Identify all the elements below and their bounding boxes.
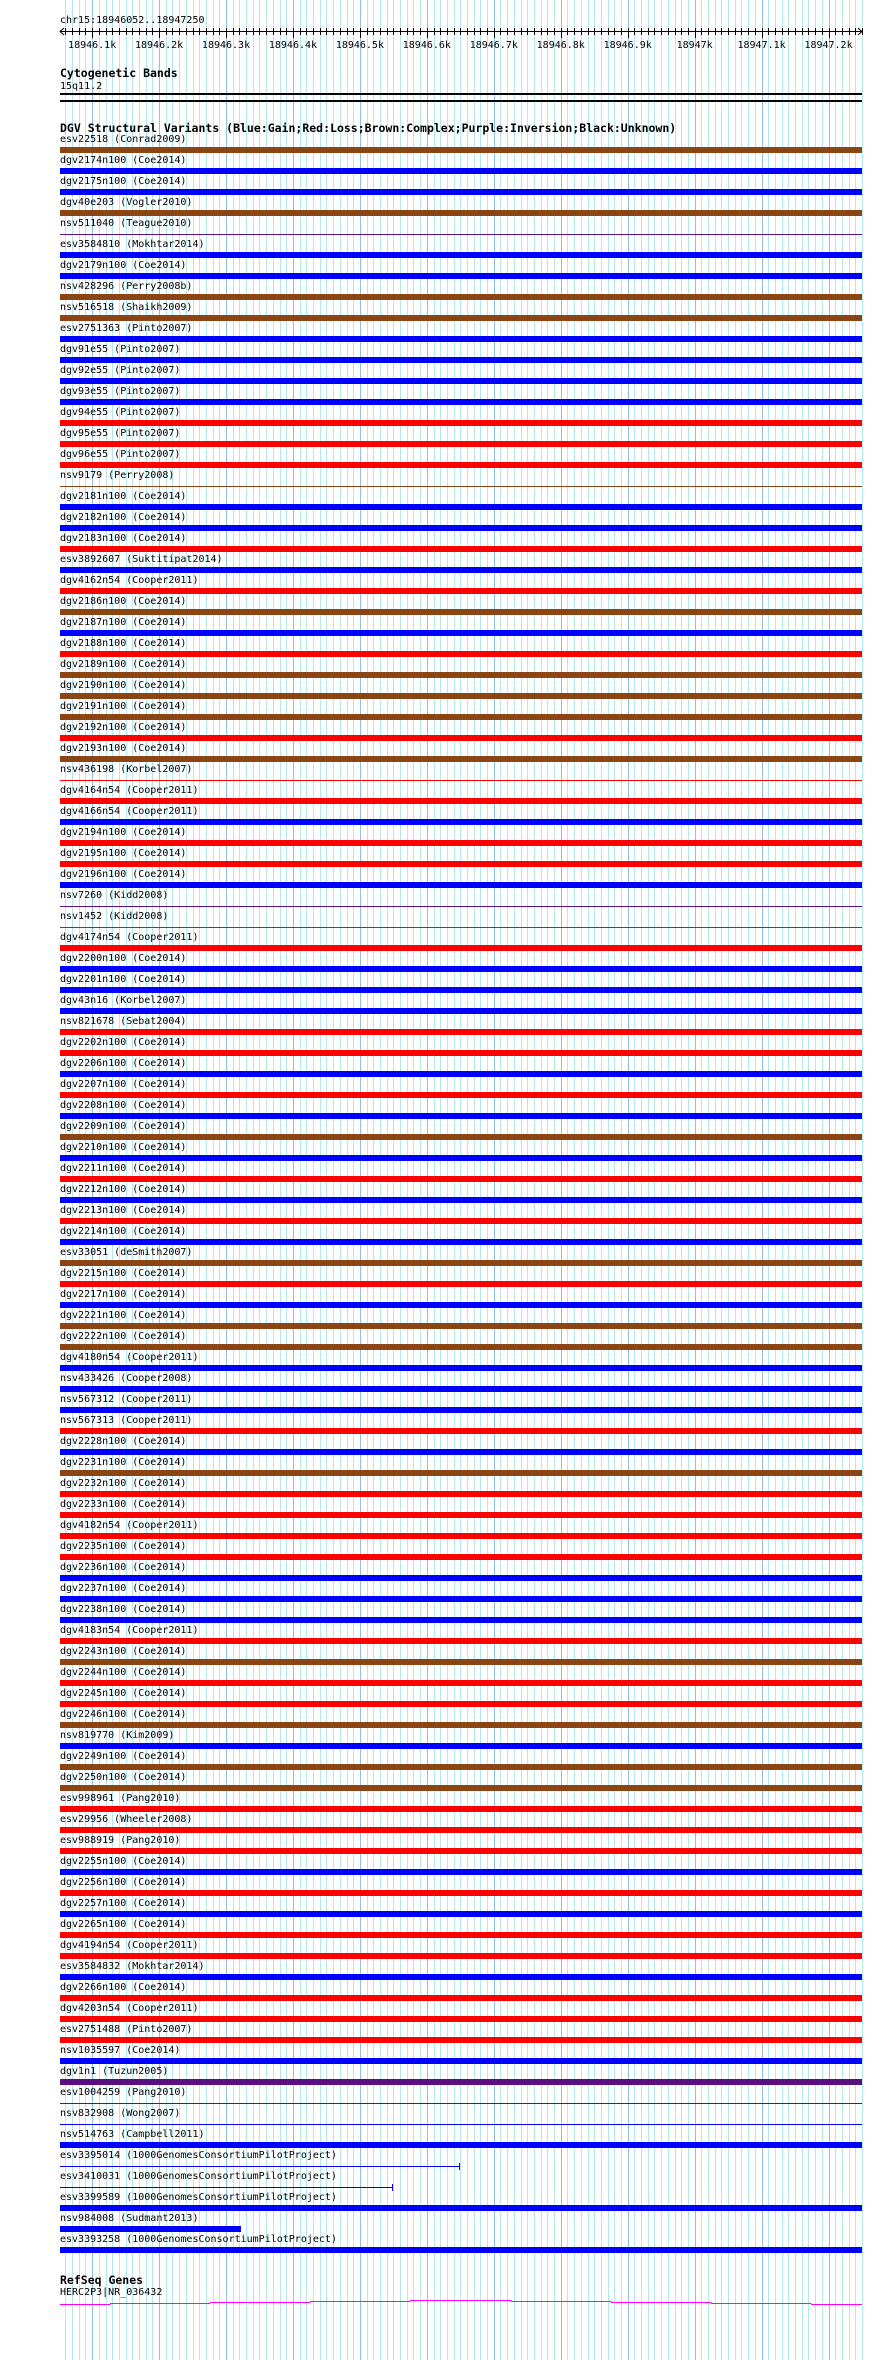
variant-bar-blue[interactable] <box>60 378 862 384</box>
cytoband-bar-top <box>60 93 862 95</box>
variant-bar-blue[interactable] <box>60 1239 862 1245</box>
variant-bar-purple[interactable] <box>60 2079 862 2085</box>
variant-label[interactable]: dgv2221n100 (Coe2014) <box>60 1310 187 1321</box>
ruler-tick-label: 18946.8k <box>536 40 585 51</box>
variant-label[interactable]: nsv7260 (Kidd2008) <box>60 890 169 901</box>
variant-label[interactable]: dgv96e55 (Pinto2007) <box>60 449 181 460</box>
variant-bar-red[interactable] <box>60 1218 862 1224</box>
ruler-tick-label: 18947.2k <box>804 40 853 51</box>
variant-bar-red[interactable] <box>60 2037 862 2043</box>
variant-label[interactable]: nsv516518 (Shaikh2009) <box>60 302 193 313</box>
variant-label[interactable]: dgv40e203 (Vogler2010) <box>60 197 193 208</box>
variant-bar-brown[interactable] <box>60 1323 862 1329</box>
variant-bar-brown[interactable] <box>60 1260 862 1266</box>
variant-label[interactable]: dgv2238n100 (Coe2014) <box>60 1604 187 1615</box>
variant-bar-red[interactable] <box>60 735 862 741</box>
variant-bar-blue[interactable] <box>60 819 862 825</box>
variant-bar-blue[interactable] <box>60 2247 862 2253</box>
cytoband-track-title: Cytogenetic Bands <box>60 66 178 80</box>
refseq-gene-model[interactable] <box>0 2295 890 2309</box>
variant-label[interactable]: dgv4183n54 (Cooper2011) <box>60 1625 199 1636</box>
variant-bar-blue[interactable] <box>60 2142 862 2148</box>
variant-bar-blue[interactable] <box>60 1113 862 1119</box>
variant-bar-blue[interactable] <box>60 1071 862 1077</box>
variant-bar-red[interactable] <box>60 1491 862 1497</box>
variant-label[interactable]: dgv2210n100 (Coe2014) <box>60 1142 187 1153</box>
variant-bar-blue[interactable] <box>60 966 862 972</box>
variant-bar-blue[interactable] <box>60 1197 862 1203</box>
variant-label[interactable]: dgv2266n100 (Coe2014) <box>60 1982 187 1993</box>
variant-bar-blue[interactable] <box>60 1155 862 1161</box>
variant-label[interactable]: nsv1035597 (Coe2014) <box>60 2045 181 2056</box>
variant-label[interactable]: dgv2196n100 (Coe2014) <box>60 869 187 880</box>
variant-bar-blue[interactable] <box>60 1596 862 1602</box>
variant-bar-red[interactable] <box>60 1281 862 1287</box>
variant-bar-blue[interactable] <box>60 2166 460 2167</box>
variant-bar-red[interactable] <box>60 1092 862 1098</box>
variant-label[interactable]: dgv2201n100 (Coe2014) <box>60 974 187 985</box>
variant-label[interactable]: dgv2233n100 (Coe2014) <box>60 1499 187 1510</box>
variant-label[interactable]: dgv2222n100 (Coe2014) <box>60 1331 187 1342</box>
variant-bar-brown[interactable] <box>60 1134 862 1140</box>
variant-bar-brown[interactable] <box>60 1764 862 1770</box>
variant-label[interactable]: nsv514763 (Campbell2011) <box>60 2129 205 2140</box>
variant-label[interactable]: dgv2244n100 (Coe2014) <box>60 1667 187 1678</box>
variant-label[interactable]: dgv4194n54 (Cooper2011) <box>60 1940 199 1951</box>
variant-label[interactable]: esv3584810 (Mokhtar2014) <box>60 239 205 250</box>
variant-bar-blue[interactable] <box>60 2226 241 2232</box>
variant-label[interactable]: esv3399589 (1000GenomesConsortiumPilotProject) <box>60 2192 337 2203</box>
variant-label[interactable]: dgv2256n100 (Coe2014) <box>60 1877 187 1888</box>
variant-label[interactable]: dgv2183n100 (Coe2014) <box>60 533 187 544</box>
variant-label[interactable]: nsv832908 (Wong2007) <box>60 2108 181 2119</box>
variant-label[interactable]: dgv2195n100 (Coe2014) <box>60 848 187 859</box>
variant-bar-brown[interactable] <box>60 1470 862 1476</box>
variant-bar-red[interactable] <box>60 441 862 447</box>
variant-bar-brown[interactable] <box>60 294 862 300</box>
variant-bar-red[interactable] <box>60 588 862 594</box>
variant-bar-red[interactable] <box>60 651 862 657</box>
refseq-track-title: RefSeq Genes <box>60 2273 144 2287</box>
variant-label[interactable]: dgv2231n100 (Coe2014) <box>60 1457 187 1468</box>
variant-label[interactable]: dgv2214n100 (Coe2014) <box>60 1226 187 1237</box>
variant-label[interactable]: dgv2202n100 (Coe2014) <box>60 1037 187 1048</box>
variant-label[interactable]: esv3410031 (1000GenomesConsortiumPilotProject) <box>60 2171 337 2182</box>
variant-label[interactable]: dgv2188n100 (Coe2014) <box>60 638 187 649</box>
variant-label[interactable]: dgv2207n100 (Coe2014) <box>60 1079 187 1090</box>
variant-label[interactable]: dgv43n16 (Korbel2007) <box>60 995 187 1006</box>
variant-label[interactable]: esv22518 (Conrad2009) <box>60 134 187 145</box>
variant-label[interactable]: dgv2193n100 (Coe2014) <box>60 743 187 754</box>
variant-label[interactable]: dgv2192n100 (Coe2014) <box>60 722 187 733</box>
variant-label[interactable]: dgv2189n100 (Coe2014) <box>60 659 187 670</box>
variant-label[interactable]: dgv4182n54 (Cooper2011) <box>60 1520 199 1531</box>
variant-bar-red[interactable] <box>60 1029 862 1035</box>
variant-bar-red[interactable] <box>60 1638 862 1644</box>
variant-label[interactable]: nsv428296 (Perry2008b) <box>60 281 193 292</box>
variant-label[interactable]: dgv2187n100 (Coe2014) <box>60 617 187 628</box>
variant-label[interactable]: dgv2232n100 (Coe2014) <box>60 1478 187 1489</box>
variant-label[interactable]: dgv2243n100 (Coe2014) <box>60 1646 187 1657</box>
variant-label[interactable]: dgv2209n100 (Coe2014) <box>60 1121 187 1132</box>
variant-label[interactable]: esv2751488 (Pinto2007) <box>60 2024 193 2035</box>
variant-bar-blue[interactable] <box>60 168 862 174</box>
variant-label[interactable]: nsv433426 (Cooper2008) <box>60 1373 193 1384</box>
variant-bar-blue[interactable] <box>60 1407 862 1413</box>
ruler-tick-label: 18946.2k <box>134 40 184 51</box>
variant-label[interactable]: dgv2236n100 (Coe2014) <box>60 1562 187 1573</box>
variant-bar-red[interactable] <box>60 1848 862 1854</box>
variant-label[interactable]: dgv4166n54 (Cooper2011) <box>60 806 199 817</box>
variant-label[interactable]: dgv2265n100 (Coe2014) <box>60 1919 187 1930</box>
ruler[interactable] <box>0 24 890 54</box>
variant-bar-blue[interactable] <box>60 1008 862 1014</box>
variant-bar-red[interactable] <box>60 861 862 867</box>
variant-label[interactable]: dgv95e55 (Pinto2007) <box>60 428 181 439</box>
variant-label[interactable]: esv2751363 (Pinto2007) <box>60 323 193 334</box>
variant-bar-red[interactable] <box>60 1701 862 1707</box>
variant-label[interactable]: dgv93e55 (Pinto2007) <box>60 386 181 397</box>
variant-bar-blue[interactable] <box>60 1302 862 1308</box>
variant-label[interactable]: dgv1n1 (Tuzun2005) <box>60 2066 169 2077</box>
variant-label[interactable]: dgv2245n100 (Coe2014) <box>60 1688 187 1699</box>
variant-bar-brown[interactable] <box>60 315 862 321</box>
variant-label[interactable]: nsv1452 (Kidd2008) <box>60 911 169 922</box>
variant-bar-blue[interactable] <box>60 252 862 258</box>
variant-bar-red[interactable] <box>60 1806 862 1812</box>
variant-bar-red[interactable] <box>60 1680 862 1686</box>
variant-label[interactable]: nsv511040 (Teague2010) <box>60 218 193 229</box>
variant-bar-red[interactable] <box>60 798 862 804</box>
cytoband-bar-bottom <box>60 100 862 102</box>
variant-bar-red[interactable] <box>60 546 862 552</box>
variant-label[interactable]: dgv2255n100 (Coe2014) <box>60 1856 187 1867</box>
variant-label[interactable]: dgv2217n100 (Coe2014) <box>60 1289 187 1300</box>
variant-bar-brown[interactable] <box>60 609 862 615</box>
variant-label[interactable]: dgv2186n100 (Coe2014) <box>60 596 187 607</box>
variant-label[interactable]: esv988919 (Pang2010) <box>60 1835 181 1846</box>
variant-bar-red[interactable] <box>60 1932 862 1938</box>
variant-bar-blue[interactable] <box>60 357 862 363</box>
variant-label[interactable]: dgv2250n100 (Coe2014) <box>60 1772 187 1783</box>
variant-bar-blue[interactable] <box>60 1617 862 1623</box>
variant-bar-brown[interactable] <box>60 210 862 216</box>
variant-bar-brown[interactable] <box>60 1785 862 1791</box>
refseq-gene-label[interactable]: HERC2P3|NR_036432 <box>60 2287 163 2298</box>
variant-label[interactable]: dgv2200n100 (Coe2014) <box>60 953 187 964</box>
variant-bar-red[interactable] <box>60 1953 862 1959</box>
variant-label[interactable]: dgv4174n54 (Cooper2011) <box>60 932 199 943</box>
variant-bar-brown[interactable] <box>60 1659 862 1665</box>
variant-bar-blue[interactable] <box>60 1911 862 1917</box>
variant-label[interactable]: dgv2174n100 (Coe2014) <box>60 155 187 166</box>
variant-label[interactable]: esv33051 (deSmith2007) <box>60 1247 193 1258</box>
variant-bar-purple[interactable] <box>60 2103 862 2104</box>
variant-bar-red[interactable] <box>60 1428 862 1434</box>
variant-label[interactable]: esv998961 (Pang2010) <box>60 1793 181 1804</box>
variant-label[interactable]: esv1004259 (Pang2010) <box>60 2087 187 2098</box>
variant-label[interactable]: nsv436198 (Korbel2007) <box>60 764 193 775</box>
variant-label[interactable]: dgv4164n54 (Cooper2011) <box>60 785 199 796</box>
variant-label[interactable]: dgv2228n100 (Coe2014) <box>60 1436 187 1447</box>
variant-label[interactable]: esv3395014 (1000GenomesConsortiumPilotProject) <box>60 2150 337 2161</box>
ruler-tick-label: 18946.5k <box>335 40 384 51</box>
variant-label[interactable]: dgv94e55 (Pinto2007) <box>60 407 181 418</box>
variant-bar-blue[interactable] <box>60 1575 862 1581</box>
variant-label[interactable]: nsv984008 (Sudmant2013) <box>60 2213 199 2224</box>
variant-bar-red[interactable] <box>60 420 862 426</box>
variant-bar-red[interactable] <box>60 1512 862 1518</box>
variant-label[interactable]: dgv2175n100 (Coe2014) <box>60 176 187 187</box>
variant-label[interactable]: dgv2179n100 (Coe2014) <box>60 260 187 271</box>
variant-bar-brown[interactable] <box>60 756 862 762</box>
region-label: chr15:18946052..18947250 <box>60 15 205 26</box>
variant-label[interactable]: dgv4180n54 (Cooper2011) <box>60 1352 199 1363</box>
variant-label[interactable]: esv3393258 (1000GenomesConsortiumPilotProject) <box>60 2234 337 2245</box>
variant-bar-blue[interactable] <box>60 2124 862 2125</box>
variant-label[interactable]: esv3584832 (Mokhtar2014) <box>60 1961 205 1972</box>
variant-bar-red[interactable] <box>60 1050 862 1056</box>
variant-bar-blue[interactable] <box>60 1869 862 1875</box>
variant-bar-red[interactable] <box>60 1176 862 1182</box>
variant-label[interactable]: esv3892607 (Suktitipat2014) <box>60 554 223 565</box>
variant-bar-brown[interactable] <box>60 693 862 699</box>
variant-bar-purple[interactable] <box>60 906 862 907</box>
variant-bar-blue[interactable] <box>60 1449 862 1455</box>
variant-bar-red[interactable] <box>60 840 862 846</box>
variant-bar-blue[interactable] <box>60 2058 862 2064</box>
cytoband-label[interactable]: 15q11.2 <box>60 81 103 92</box>
variant-bar-brown[interactable] <box>60 486 862 487</box>
variant-bar-red[interactable] <box>60 1827 862 1833</box>
variant-bar-purple[interactable] <box>60 234 862 235</box>
ruler-tick-label: 18946.3k <box>201 40 251 51</box>
ruler-tick-label: 18947.1k <box>737 40 786 51</box>
variant-bar-brown[interactable] <box>60 1344 862 1350</box>
variant-bar-blue[interactable] <box>60 2205 862 2211</box>
variant-label[interactable]: dgv2237n100 (Coe2014) <box>60 1583 187 1594</box>
ruler-tick-label: 18946.4k <box>268 40 318 51</box>
variant-label[interactable]: dgv2212n100 (Coe2014) <box>60 1184 187 1195</box>
variant-bar-blue[interactable] <box>60 504 862 510</box>
variant-label[interactable]: dgv91e55 (Pinto2007) <box>60 344 181 355</box>
variant-bar-blue[interactable] <box>60 882 862 888</box>
variant-label[interactable]: dgv2257n100 (Coe2014) <box>60 1898 187 1909</box>
variant-bar-blue[interactable] <box>60 1365 862 1371</box>
variant-bar-red[interactable] <box>60 2016 862 2022</box>
variant-bar-blue[interactable] <box>60 336 862 342</box>
variant-end-tick <box>459 2163 460 2170</box>
ruler-tick-label: 18946.6k <box>402 40 451 51</box>
variant-label[interactable]: dgv2208n100 (Coe2014) <box>60 1100 187 1111</box>
variant-bar-brown[interactable] <box>60 1722 862 1728</box>
variant-label[interactable]: dgv2194n100 (Coe2014) <box>60 827 187 838</box>
variant-label[interactable]: nsv567312 (Cooper2011) <box>60 1394 193 1405</box>
variant-bar-blue[interactable] <box>60 987 862 993</box>
variant-label[interactable]: dgv2249n100 (Coe2014) <box>60 1751 187 1762</box>
variant-label[interactable]: dgv2211n100 (Coe2014) <box>60 1163 187 1174</box>
variant-label[interactable]: nsv567313 (Cooper2011) <box>60 1415 193 1426</box>
ruler-tick-label: 18947k <box>676 40 713 51</box>
variant-label[interactable]: dgv2246n100 (Coe2014) <box>60 1709 187 1720</box>
variant-bar-red[interactable] <box>60 927 862 928</box>
ruler-tick-label: 18946.7k <box>469 40 518 51</box>
variant-label[interactable]: dgv4162n54 (Cooper2011) <box>60 575 199 586</box>
variant-bar-red[interactable] <box>60 1554 862 1560</box>
variant-label[interactable]: dgv4203n54 (Cooper2011) <box>60 2003 199 2014</box>
variant-label[interactable]: esv29956 (Wheeler2008) <box>60 1814 193 1825</box>
variant-bar-red[interactable] <box>60 462 862 468</box>
variant-bar-blue[interactable] <box>60 525 862 531</box>
variant-label[interactable]: dgv2235n100 (Coe2014) <box>60 1541 187 1552</box>
variant-bar-brown[interactable] <box>60 714 862 720</box>
ruler-tick-label: 18946.9k <box>603 40 652 51</box>
variant-label[interactable]: dgv2191n100 (Coe2014) <box>60 701 187 712</box>
variant-bar-blue[interactable] <box>60 1974 862 1980</box>
ruler-tick-label: 18946.1k <box>68 40 117 51</box>
variant-bar-red[interactable] <box>60 1533 862 1539</box>
variant-label[interactable]: dgv2181n100 (Coe2014) <box>60 491 187 502</box>
dgv-track-title: DGV Structural Variants (Blue:Gain;Red:Loss;Brown:Complex;Purple:Inversion;Black:Unknown) <box>60 121 677 135</box>
variant-bar-red[interactable] <box>60 1995 862 2001</box>
variant-bar-blue[interactable] <box>60 630 862 636</box>
variant-bar-brown[interactable] <box>60 147 862 153</box>
variant-bar-blue[interactable] <box>60 189 862 195</box>
variant-end-tick <box>392 2184 393 2191</box>
variant-bar-blue[interactable] <box>60 1386 862 1392</box>
variant-label[interactable]: dgv92e55 (Pinto2007) <box>60 365 181 376</box>
variant-label[interactable]: dgv2213n100 (Coe2014) <box>60 1205 187 1216</box>
variant-label[interactable]: dgv2206n100 (Coe2014) <box>60 1058 187 1069</box>
variant-label[interactable]: dgv2190n100 (Coe2014) <box>60 680 187 691</box>
variant-bar-blue[interactable] <box>60 1743 862 1749</box>
variant-bar-red[interactable] <box>60 1890 862 1896</box>
variant-bar-red[interactable] <box>60 945 862 951</box>
variant-label[interactable]: dgv2182n100 (Coe2014) <box>60 512 187 523</box>
variant-label[interactable]: dgv2215n100 (Coe2014) <box>60 1268 187 1279</box>
variant-bar-brown[interactable] <box>60 672 862 678</box>
variant-bar-blue[interactable] <box>60 399 862 405</box>
variant-bar-blue[interactable] <box>60 273 862 279</box>
variant-bar-blue[interactable] <box>60 567 862 573</box>
variant-bar-red[interactable] <box>60 780 862 781</box>
variant-label[interactable]: nsv821678 (Sebat2004) <box>60 1016 187 1027</box>
variant-bar-blue[interactable] <box>60 2187 393 2188</box>
variant-label[interactable]: nsv819770 (Kim2009) <box>60 1730 175 1741</box>
variant-label[interactable]: nsv9179 (Perry2008) <box>60 470 175 481</box>
